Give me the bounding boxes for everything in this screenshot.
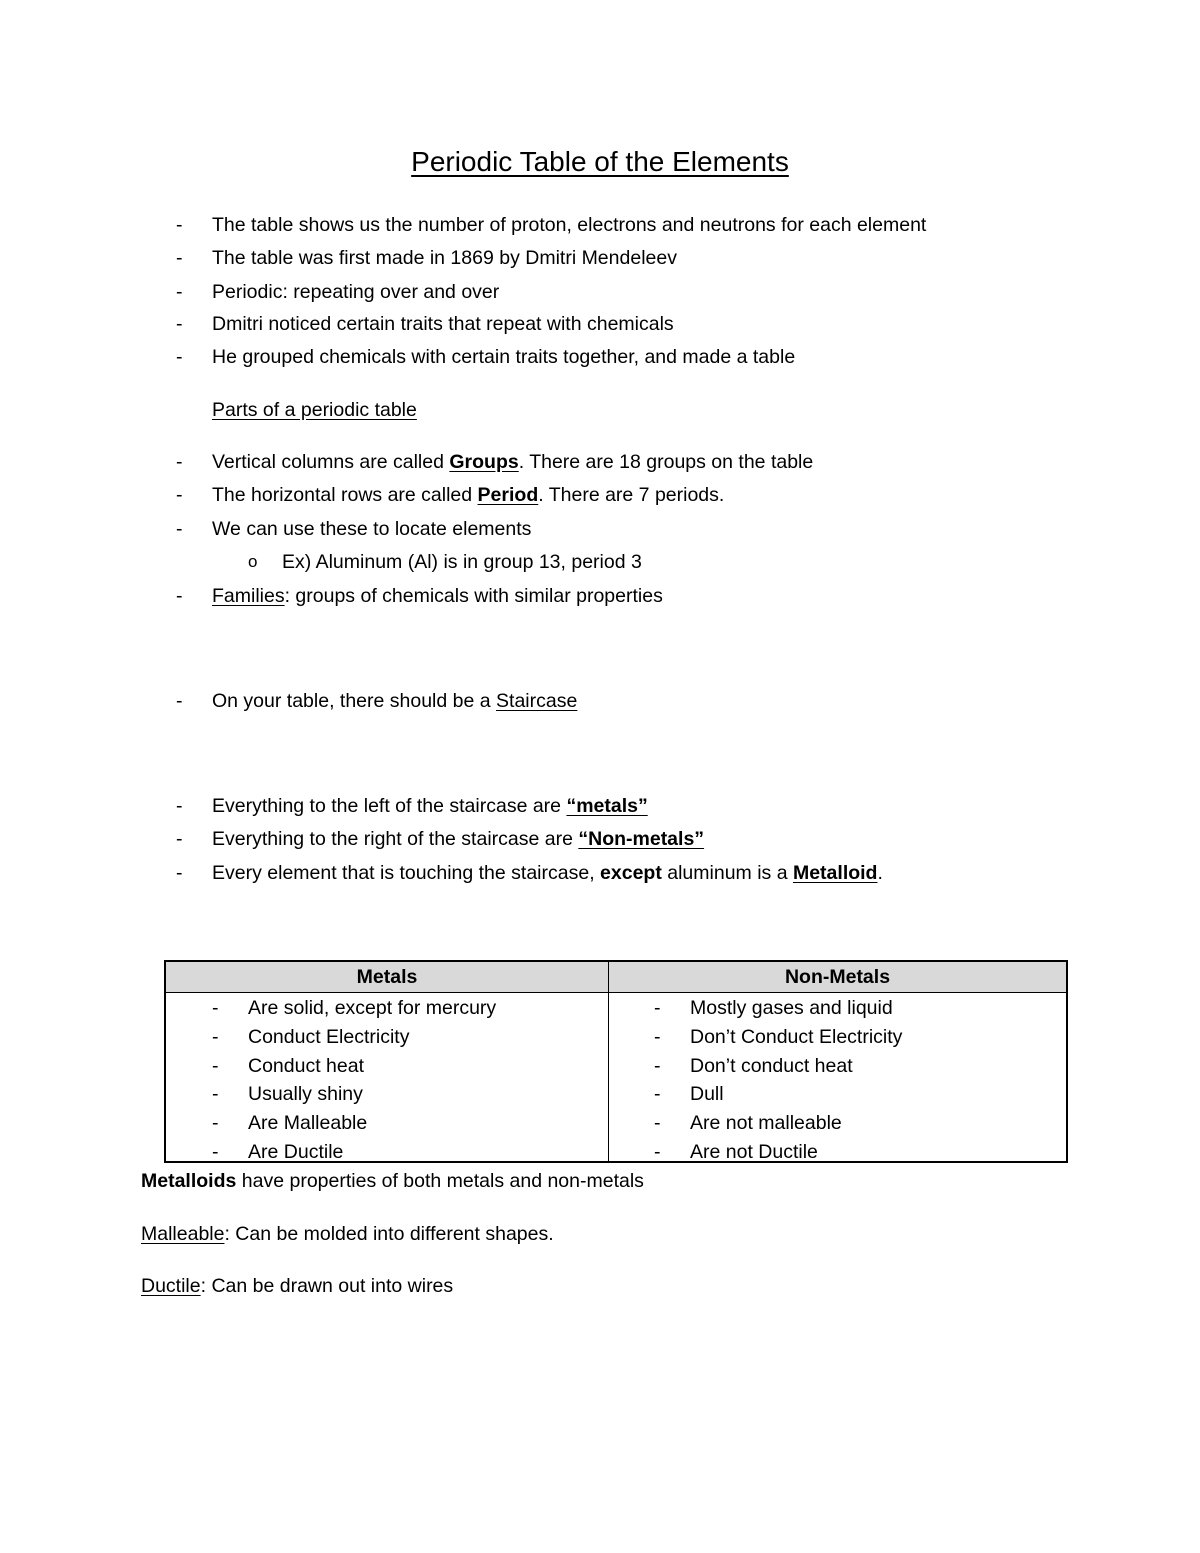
list-item: - Conduct Electricity xyxy=(212,1025,410,1048)
page-title: Periodic Table of the Elements xyxy=(411,146,789,177)
document-page: Periodic Table of the Elements - The table shows us the number of proton, electrons and neutrons for each element - The table was first made in 1869 by Dmitri Mendeleev - Periodic: repeating over and over - Dmitri noticed certain traits that repeat with chemicals - He grouped chemicals with certain traits together, and made a table Parts of a periodic table - Vertical columns are called Groups. There are 18 groups on the table - The horizontal rows are called Period. There are 7 periods. - We can use these to locate elements o Ex) Aluminum (Al) is in group 13, period 3 - Families: groups of chemicals with similar properties - On your table, there should be a Staircase - Everything to the left of the staircase are “metals” - Everything to the right of the staircase are “Non-metals” - Every element that is touching the staircase, except aluminum is a Metalloid. Metals Non-Metals - Are solid, except for mercury - Conduct Electricity - Conduct heat - Usually shiny - Are Malleable - Are Ductile - Mostly gases and liquid - Don’t Conduct Electricity - Don’t conduct heat - Dull - Are not malleable - Are not Ductile Metalloids have properties of both metals and non-metals Malleable: Can be molded into different shapes. Ductile: Can be drawn out into wires xyxy=(0,0,1200,1553)
column-header-nonmetals: Non-Metals xyxy=(784,966,891,988)
term-staircase: Staircase xyxy=(496,690,578,712)
definition-ductile: Ductile: Can be drawn out into wires xyxy=(141,1275,454,1297)
list-item: - Conduct heat xyxy=(212,1054,365,1077)
metals-properties-cell xyxy=(166,994,608,1167)
definition-metalloids: Metalloids have properties of both metals and non-metals xyxy=(141,1170,644,1192)
list-item: - Dull xyxy=(654,1083,724,1106)
circle-bullet-icon: o xyxy=(248,552,258,571)
list-item: - Mostly gases and liquid xyxy=(654,997,893,1019)
term-metals: “metals” xyxy=(566,795,648,817)
term-families: Families xyxy=(212,585,285,607)
list-item: - Don’t conduct heat xyxy=(654,1054,853,1077)
list-item: - Are Ductile xyxy=(212,1140,344,1163)
list-item: - Are not Ductile xyxy=(654,1140,818,1163)
list-item: - Don’t Conduct Electricity xyxy=(654,1025,903,1048)
list-item: - Usually shiny xyxy=(212,1083,363,1106)
definition-malleable: Malleable: Can be molded into different shapes. xyxy=(141,1223,554,1245)
term-metalloid: Metalloid xyxy=(792,862,878,884)
table-header-row xyxy=(166,962,1066,993)
term-groups: Groups xyxy=(449,451,519,473)
nonmetals-properties-cell xyxy=(609,994,1066,1167)
term-nonmetals: “Non-metals” xyxy=(578,828,705,850)
list-item: - Are not malleable xyxy=(654,1112,842,1135)
column-header-metals: Metals xyxy=(356,966,418,988)
list-item: - Are Malleable xyxy=(212,1112,368,1135)
list-item: - Are solid, except for mercury xyxy=(212,997,497,1019)
metals-comparison-table xyxy=(164,960,1068,1163)
term-period: Period xyxy=(477,484,539,506)
